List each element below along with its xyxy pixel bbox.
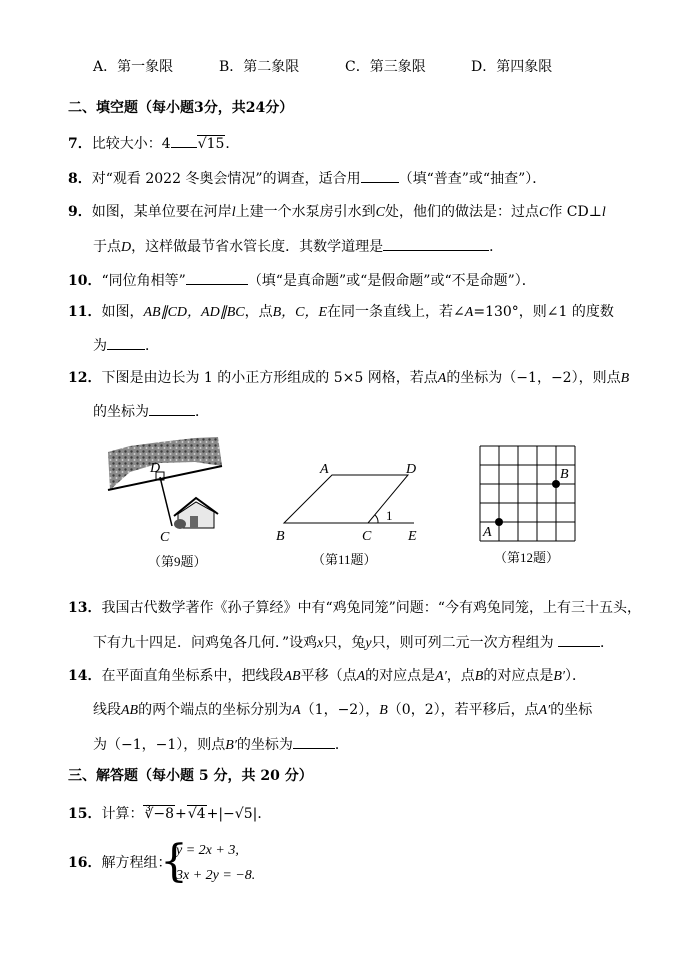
q16-equation-1: y = 2x + 3,: [176, 843, 239, 858]
q11-text: =130°，则∠1 的度数: [473, 304, 614, 320]
q14-text: 在平面直角坐标系中，把线段: [101, 668, 284, 684]
brace-icon: {: [160, 836, 188, 887]
q16-equation-2: 3x + 2y = −8.: [176, 868, 256, 883]
q11-text: 如图，: [101, 304, 144, 320]
q14-var: A′: [435, 669, 447, 684]
q13-var: x: [317, 636, 324, 651]
q9-var: l: [231, 205, 236, 220]
q15-op: +: [206, 806, 219, 822]
q15-abs: |−√5|: [218, 806, 258, 822]
q16-text: 解方程组：: [101, 855, 172, 871]
q12-text: 的坐标为（−1，−2），则点: [446, 370, 621, 386]
bush-icon: [174, 519, 186, 529]
q14-text: 的两个端点的坐标分别为: [138, 702, 293, 718]
label-c: C: [160, 530, 170, 545]
question-15: [68, 804, 271, 824]
q7-end: ．: [225, 136, 240, 152]
q14-text: 的坐标为: [236, 737, 293, 753]
q13-text: 我国古代数学著作《孙子算经》中有“鸡兔同笼”问题：“今有鸡兔同笼，上有三十五头，: [101, 600, 641, 616]
q14-var: A: [356, 669, 366, 684]
figure-11: [268, 458, 428, 574]
q14-text: ，点: [446, 668, 475, 684]
label-b: B: [276, 529, 285, 544]
question-14-line3: [93, 734, 349, 756]
q7-sqrt: √15: [197, 136, 225, 152]
question-9: [68, 202, 606, 223]
q10-text: “同位角相等”: [101, 273, 186, 289]
question-number: 12．: [68, 370, 102, 386]
section-heading-solve: 三、解答题（每小题 5 分，共 20 分）: [68, 768, 313, 784]
question-10: [68, 270, 536, 291]
q12-var: B: [620, 371, 630, 386]
answer-blank: [171, 133, 197, 148]
q14-var: A: [292, 703, 301, 718]
question-number: 16．: [68, 855, 102, 871]
question-9-line2: [93, 236, 503, 258]
question-11-line2: [93, 335, 159, 356]
label-b: B: [560, 467, 569, 482]
answer-blank: [149, 401, 195, 416]
q14-var: A′: [538, 703, 551, 718]
q11-end: ．: [145, 338, 159, 354]
point-a: [495, 518, 503, 526]
question-14-line2: [93, 700, 592, 721]
q14-text: 线段: [93, 702, 121, 718]
q11-var: AB∥CD，AD∥BC: [143, 305, 245, 320]
q14-text: （1，−2），: [300, 702, 380, 718]
q9-var: l: [601, 205, 606, 220]
figure-caption: （第12题）: [494, 550, 560, 565]
label-a: A: [483, 525, 492, 540]
q12-end: ．: [195, 404, 209, 420]
answer-blank: [186, 270, 248, 285]
grid: [480, 446, 575, 541]
q9-var: D: [121, 240, 132, 255]
question-number: 9．: [68, 204, 92, 220]
q9-var: C: [375, 205, 385, 220]
label-d: D: [150, 461, 161, 476]
q13-text: 只，则可列二元一次方程组为: [371, 635, 554, 651]
house-door: [190, 516, 198, 528]
question-12: [68, 368, 629, 389]
q14-text: （0，2），若平移后，点: [387, 702, 539, 718]
q15-sqrt: √4: [187, 806, 206, 822]
q9-var: C: [538, 205, 549, 220]
answer-blank: [361, 168, 399, 183]
river-icon: [108, 437, 222, 490]
q11-text: ，点: [244, 304, 273, 320]
question-7: [68, 133, 239, 154]
q11-var: B，C，E: [272, 305, 328, 320]
q9-text: 上建一个水泵房引水到: [235, 204, 376, 220]
q14-var: AB: [121, 703, 139, 718]
q15-cbrt: ∛−8: [144, 806, 175, 822]
q13-text: 只，兔: [323, 635, 366, 651]
question-number: 15．: [68, 806, 102, 822]
option-c: C．第三象限: [345, 59, 426, 75]
q12-text: 下图是由边长为 1 的小正方形组成的 5×5 网格，若点: [101, 370, 438, 386]
question-13-line2: [93, 632, 614, 654]
q13-end: ．: [600, 635, 615, 651]
q15-end: ．: [257, 806, 272, 822]
question-14: [68, 666, 586, 687]
label-d: D: [406, 462, 417, 477]
label-angle-1: 1: [386, 508, 393, 523]
figure-9: [100, 432, 240, 582]
q9-end: ．: [489, 239, 504, 255]
q14-text: 平移（点: [300, 668, 357, 684]
q9-text: 如图，某单位要在河岸: [91, 204, 232, 220]
q15-op: +: [175, 806, 187, 822]
pipe-line: [160, 477, 172, 526]
question-number: 13．: [68, 600, 102, 616]
q14-text: 为（−1，−1），则点: [93, 737, 226, 753]
q13-text: 下有九十四足．问鸡兔各几何．”设鸡: [93, 635, 318, 651]
q14-end: ．: [334, 737, 349, 753]
option-a: A．第一象限: [93, 59, 174, 75]
question-number: 7．: [68, 136, 92, 152]
answer-blank: [383, 236, 489, 251]
q11-var: A: [464, 305, 474, 320]
label-c: C: [362, 529, 372, 544]
label-e: E: [408, 529, 417, 544]
q12-text: 的坐标为: [93, 404, 149, 420]
q14-text: 的坐标: [550, 702, 593, 718]
q14-text: 的对应点是: [483, 668, 554, 684]
question-number: 11．: [68, 304, 102, 320]
answer-blank: [107, 335, 145, 350]
question-8: [68, 168, 546, 189]
figure-12: [470, 444, 590, 574]
figure-caption: （第11题）: [312, 552, 377, 567]
q14-var: B: [474, 669, 484, 684]
figure-caption: （第9题）: [148, 554, 207, 569]
answer-blank: [558, 632, 600, 647]
q13-var: y: [365, 636, 372, 651]
q9-text: ，这样做最节省水管长度．其数学道理是: [131, 239, 384, 255]
question-number: 8．: [68, 171, 92, 187]
label-a: A: [320, 462, 329, 477]
question-number: 10．: [68, 273, 102, 289]
q9-text: 于点: [93, 239, 121, 255]
q9-text: 作 CD⊥: [548, 204, 602, 220]
question-11: [68, 302, 614, 323]
angle-arc: [375, 515, 378, 523]
question-number: 14．: [68, 668, 102, 684]
question-16: [68, 853, 171, 873]
q14-text: 的对应点是: [365, 668, 436, 684]
q14-text: ）．: [564, 668, 586, 684]
q9-text: 处，他们的做法是：过点: [384, 204, 539, 220]
q12-var: A: [437, 371, 447, 386]
q7-text: 比较大小：4: [91, 136, 171, 152]
q14-var: AB: [283, 669, 301, 684]
answer-blank: [293, 734, 335, 749]
q10-text-2: （填“是真命题”或“是假命题”或“不是命题”）．: [247, 273, 536, 289]
q8-text: 对“观看 2022 冬奥会情况”的调查，适合用: [91, 171, 361, 187]
question-12-line2: [93, 401, 209, 422]
section-heading-fill-in: 二、填空题（每小题3分，共24分）: [68, 100, 294, 116]
q14-var: B′: [225, 738, 237, 753]
q11-text: 在同一条直线上，若∠: [327, 304, 465, 320]
q11-text: 为: [93, 338, 107, 354]
question-13: [68, 598, 641, 618]
q14-var: B: [379, 703, 388, 718]
point-b: [552, 480, 560, 488]
option-d: D．第四象限: [471, 59, 553, 75]
q15-text: 计算：: [101, 806, 144, 822]
q14-var: B′: [553, 669, 565, 684]
option-b: B．第二象限: [219, 59, 300, 75]
q8-text-2: （填“普查”或“抽查”）．: [398, 171, 547, 187]
